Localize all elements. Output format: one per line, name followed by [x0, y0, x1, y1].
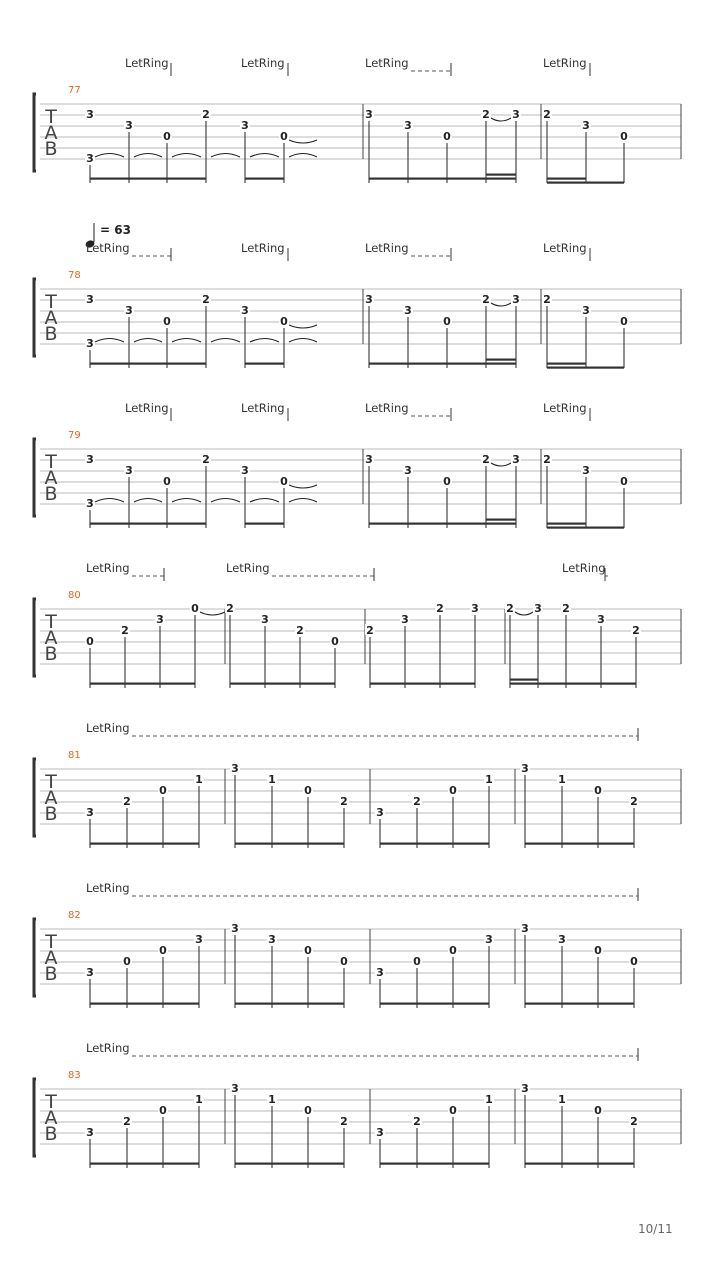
fret-number: 3	[521, 762, 529, 775]
fret-number: 0	[280, 130, 288, 143]
tab-clef-t: T	[45, 1091, 57, 1113]
tab-clef-t: T	[45, 931, 57, 953]
fret-number: 3	[231, 762, 239, 775]
fret-number: 2	[340, 1115, 348, 1128]
measure-number: 77	[68, 85, 81, 96]
staff-system-82	[34, 881, 681, 1008]
tab-clef-b: B	[44, 138, 58, 160]
tab-clef-a: A	[44, 947, 58, 969]
fret-number: 1	[195, 1093, 203, 1106]
beam	[486, 519, 516, 521]
fret-number: 2	[482, 453, 490, 466]
fret-number: 0	[163, 130, 171, 143]
letring-label: LetRing	[86, 561, 130, 575]
staff-system-83	[34, 1041, 681, 1168]
fret-number: 3	[86, 1126, 94, 1139]
tab-clef-b: B	[44, 963, 58, 985]
beam	[90, 1163, 199, 1165]
tab-clef-b: B	[44, 483, 58, 505]
tie-arc	[172, 499, 201, 503]
fret-number: 0	[280, 475, 288, 488]
fret-number: 0	[304, 1104, 312, 1117]
tab-clef-a: A	[44, 627, 58, 649]
fret-number: 0	[594, 944, 602, 957]
letring-label: LetRing	[86, 881, 130, 895]
beam	[90, 843, 199, 845]
fret-number: 3	[231, 1082, 239, 1095]
fret-number: 2	[123, 1115, 131, 1128]
beam	[547, 367, 624, 369]
beam	[486, 174, 516, 176]
fret-number: 3	[521, 922, 529, 935]
fret-number: 3	[156, 613, 164, 626]
beam	[510, 683, 636, 685]
tab-clef-a: A	[44, 787, 58, 809]
fret-number: 3	[512, 293, 520, 306]
letring-label: LetRing	[365, 56, 409, 70]
fret-number: 3	[86, 108, 94, 121]
tie-arc	[289, 339, 317, 343]
fret-number: 2	[202, 293, 210, 306]
tie-arc	[95, 154, 124, 158]
fret-number: 1	[558, 773, 566, 786]
fret-number: 3	[86, 806, 94, 819]
fret-number: 2	[226, 602, 234, 615]
tie-arc	[250, 154, 279, 158]
tie-arc	[134, 154, 162, 158]
fret-number: 0	[340, 955, 348, 968]
fret-number: 3	[125, 119, 133, 132]
fret-number: 2	[630, 1115, 638, 1128]
tie-arc	[289, 325, 317, 328]
beam	[547, 527, 624, 529]
fret-number: 3	[86, 337, 94, 350]
fret-number: 2	[562, 602, 570, 615]
fret-number: 3	[582, 464, 590, 477]
beam	[380, 843, 489, 845]
staff-system-81	[34, 721, 681, 848]
fret-number: 2	[506, 602, 514, 615]
staff-system-78	[34, 223, 681, 369]
fret-number: 2	[340, 795, 348, 808]
fret-number: 3	[471, 602, 479, 615]
fret-number: 0	[163, 475, 171, 488]
fret-number: 2	[296, 624, 304, 637]
measure-number: 79	[68, 430, 81, 441]
beam	[369, 523, 516, 525]
fret-number: 3	[365, 453, 373, 466]
letring-label: LetRing	[86, 1041, 130, 1055]
beam	[235, 843, 344, 845]
letring-label: LetRing	[562, 561, 606, 575]
fret-number: 3	[365, 293, 373, 306]
fret-number: 0	[331, 635, 339, 648]
fret-number: 0	[304, 784, 312, 797]
fret-number: 0	[280, 315, 288, 328]
fret-number: 0	[159, 1104, 167, 1117]
beam	[547, 178, 586, 180]
tie-arc	[172, 154, 201, 158]
letring-label: LetRing	[125, 401, 169, 415]
fret-number: 0	[449, 1104, 457, 1117]
beam	[369, 363, 516, 365]
fret-number: 2	[366, 624, 374, 637]
fret-number: 3	[125, 464, 133, 477]
fret-number: 1	[485, 1093, 493, 1106]
fret-number: 0	[620, 475, 628, 488]
tab-clef-a: A	[44, 307, 58, 329]
letring-label: LetRing	[543, 401, 587, 415]
tie-arc	[289, 154, 317, 158]
tie-arc	[250, 339, 279, 343]
measure-number: 83	[68, 1070, 81, 1081]
fret-number: 3	[86, 152, 94, 165]
fret-number: 2	[202, 108, 210, 121]
tie-arc	[491, 463, 511, 466]
tie-arc	[95, 499, 124, 503]
measure-number: 80	[68, 590, 81, 601]
fret-number: 3	[558, 933, 566, 946]
tie-arc	[211, 499, 240, 503]
beam	[547, 363, 586, 365]
fret-number: 3	[86, 293, 94, 306]
fret-number: 2	[630, 795, 638, 808]
fret-number: 3	[86, 497, 94, 510]
tie-arc	[200, 612, 225, 615]
fret-number: 3	[125, 304, 133, 317]
fret-number: 3	[241, 464, 249, 477]
fret-number: 3	[401, 613, 409, 626]
fret-number: 2	[121, 624, 129, 637]
fret-number: 2	[436, 602, 444, 615]
staff-system-80	[34, 561, 681, 688]
fret-number: 0	[86, 635, 94, 648]
fret-number: 2	[543, 108, 551, 121]
staff-system-79	[34, 401, 681, 529]
fret-number: 3	[376, 966, 384, 979]
system-bracket	[34, 599, 36, 676]
fret-number: 3	[86, 966, 94, 979]
tab-clef-t: T	[45, 451, 57, 473]
system-bracket	[34, 279, 36, 356]
system-bracket	[34, 759, 36, 836]
tie-arc	[250, 499, 279, 503]
tempo-value: = 63	[100, 223, 131, 237]
beam	[90, 363, 206, 365]
beam	[369, 178, 516, 180]
beam	[380, 1163, 489, 1165]
fret-number: 3	[241, 304, 249, 317]
beam	[525, 1163, 634, 1165]
fret-number: 3	[512, 453, 520, 466]
fret-number: 1	[558, 1093, 566, 1106]
tab-clef-t: T	[45, 771, 57, 793]
fret-number: 0	[123, 955, 131, 968]
fret-number: 1	[268, 773, 276, 786]
fret-number: 1	[268, 1093, 276, 1106]
fret-number: 2	[482, 108, 490, 121]
fret-number: 3	[195, 933, 203, 946]
beam	[525, 1003, 634, 1005]
fret-number: 0	[620, 315, 628, 328]
beam	[525, 843, 634, 845]
fret-number: 2	[632, 624, 640, 637]
fret-number: 3	[521, 1082, 529, 1095]
letring-label: LetRing	[125, 56, 169, 70]
system-bracket	[34, 919, 36, 996]
fret-number: 0	[191, 602, 199, 615]
beam	[486, 359, 516, 361]
letring-label: LetRing	[226, 561, 270, 575]
tie-arc	[211, 339, 240, 343]
fret-number: 0	[443, 475, 451, 488]
fret-number: 2	[413, 1115, 421, 1128]
system-bracket	[34, 94, 36, 171]
beam	[245, 363, 284, 365]
fret-number: 3	[268, 933, 276, 946]
letring-label: LetRing	[365, 401, 409, 415]
tie-arc	[95, 339, 124, 343]
measure-number: 78	[68, 270, 81, 281]
fret-number: 2	[482, 293, 490, 306]
letring-label: LetRing	[241, 241, 285, 255]
beam	[230, 683, 335, 685]
fret-number: 2	[543, 453, 551, 466]
fret-number: 2	[202, 453, 210, 466]
tab-clef-t: T	[45, 106, 57, 128]
beam	[547, 182, 624, 184]
system-bracket	[34, 1079, 36, 1156]
fret-number: 0	[443, 130, 451, 143]
fret-number: 0	[449, 784, 457, 797]
beam	[90, 683, 195, 685]
fret-number: 3	[485, 933, 493, 946]
beam	[245, 178, 284, 180]
letring-label: LetRing	[543, 56, 587, 70]
beam	[235, 1163, 344, 1165]
fret-number: 3	[261, 613, 269, 626]
tie-arc	[134, 499, 162, 503]
beam	[370, 683, 475, 685]
letring-label: LetRing	[543, 241, 587, 255]
beam	[380, 1003, 489, 1005]
fret-number: 1	[195, 773, 203, 786]
tie-arc	[491, 303, 511, 306]
letring-label: LetRing	[241, 56, 285, 70]
fret-number: 0	[620, 130, 628, 143]
fret-number: 1	[485, 773, 493, 786]
tab-clef-a: A	[44, 122, 58, 144]
fret-number: 0	[594, 784, 602, 797]
tab-clef-a: A	[44, 467, 58, 489]
tab-clef-t: T	[45, 291, 57, 313]
letring-label: LetRing	[365, 241, 409, 255]
beam	[245, 523, 284, 525]
beam	[547, 523, 586, 525]
tab-clef-t: T	[45, 611, 57, 633]
fret-number: 3	[241, 119, 249, 132]
tie-arc	[491, 118, 511, 121]
tab-clef-a: A	[44, 1107, 58, 1129]
tab-clef-b: B	[44, 1123, 58, 1145]
tie-arc	[515, 612, 533, 615]
fret-number: 0	[159, 944, 167, 957]
fret-number: 3	[404, 304, 412, 317]
tie-arc	[289, 499, 317, 503]
tie-arc	[211, 154, 240, 158]
fret-number: 0	[159, 784, 167, 797]
fret-number: 0	[594, 1104, 602, 1117]
tie-arc	[289, 140, 317, 143]
fret-number: 2	[543, 293, 551, 306]
tie-arc	[134, 339, 162, 343]
measure-number: 82	[68, 910, 81, 921]
fret-number: 3	[376, 1126, 384, 1139]
fret-number: 3	[512, 108, 520, 121]
letring-label: LetRing	[86, 241, 130, 255]
tab-clef-b: B	[44, 803, 58, 825]
fret-number: 3	[404, 119, 412, 132]
fret-number: 3	[376, 806, 384, 819]
fret-number: 3	[231, 922, 239, 935]
tie-arc	[172, 339, 201, 343]
beam	[90, 1003, 199, 1005]
fret-number: 3	[404, 464, 412, 477]
fret-number: 0	[413, 955, 421, 968]
beam	[235, 1003, 344, 1005]
measure-number: 81	[68, 750, 81, 761]
beam	[510, 679, 538, 681]
fret-number: 3	[534, 602, 542, 615]
fret-number: 0	[630, 955, 638, 968]
beam	[90, 178, 206, 180]
tab-clef-b: B	[44, 323, 58, 345]
fret-number: 0	[163, 315, 171, 328]
tie-arc	[289, 485, 317, 488]
fret-number: 0	[443, 315, 451, 328]
fret-number: 3	[86, 453, 94, 466]
page-number: 10/11	[638, 1222, 673, 1236]
system-bracket	[34, 439, 36, 516]
fret-number: 0	[304, 944, 312, 957]
staff-system-77	[34, 56, 681, 184]
fret-number: 2	[123, 795, 131, 808]
fret-number: 3	[582, 119, 590, 132]
beam	[90, 523, 206, 525]
letring-label: LetRing	[241, 401, 285, 415]
letring-label: LetRing	[86, 721, 130, 735]
fret-number: 0	[449, 944, 457, 957]
fret-number: 3	[365, 108, 373, 121]
fret-number: 3	[597, 613, 605, 626]
tab-clef-b: B	[44, 643, 58, 665]
fret-number: 2	[413, 795, 421, 808]
fret-number: 3	[582, 304, 590, 317]
